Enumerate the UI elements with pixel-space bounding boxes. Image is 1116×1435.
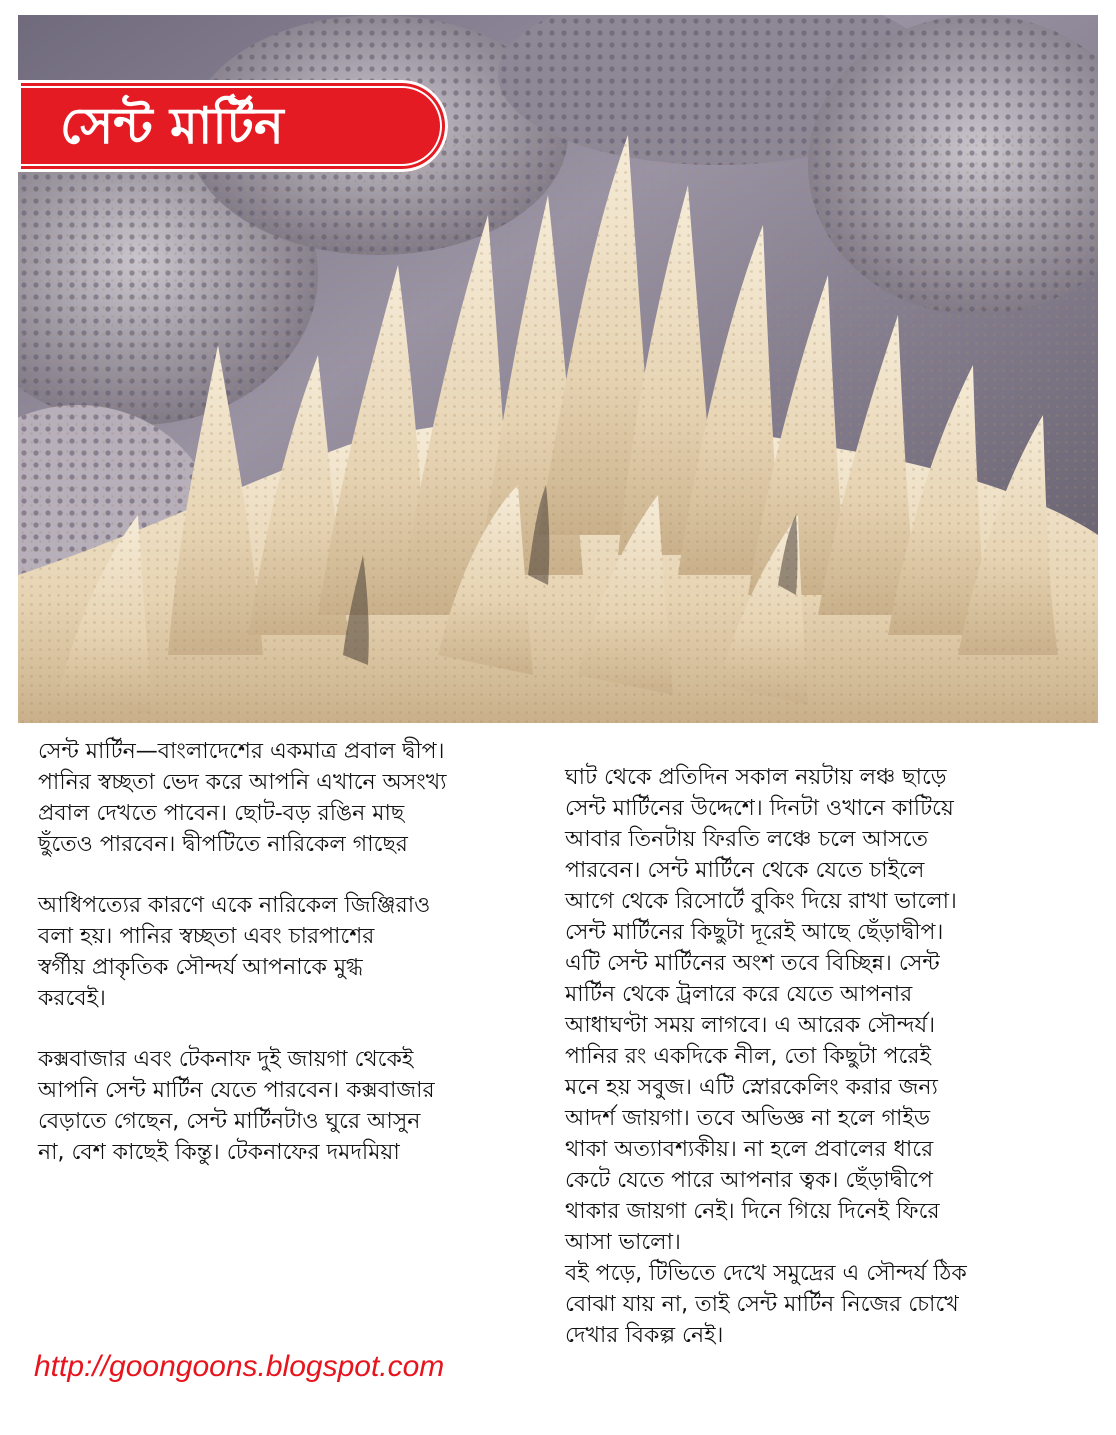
text-line: আগে থেকে রিসোর্টে বুকিং দিয়ে রাখা ভালো। [565, 889, 957, 914]
text-line: সেন্ট মার্টিনের কিছুটা দূরেই আছে ছেঁড়াদ্বীপ। [565, 920, 944, 945]
text-line: ঘাট থেকে প্রতিদিন সকাল নয়টায় লঞ্চ ছাড়ে [565, 765, 947, 790]
text-line: সেন্ট মার্টিনের উদ্দেশে। দিনটা ওখানে কাটিয়ে [565, 796, 954, 821]
text-line: এটি সেন্ট মার্টিনের অংশ তবে বিচ্ছিন্ন। সেন্ট [565, 951, 940, 976]
text-line: আধিপত্যের কারণে একে নারিকেল জিঞ্জিরাও [38, 893, 431, 918]
left-paragraph-3 [38, 1044, 538, 1168]
text-line: করবেই। [38, 986, 106, 1011]
text-line: মার্টিন থেকে ট্রলারে করে যেতে আপনার [565, 982, 913, 1007]
text-line: কেটে যেতে পারে আপনার ত্বক। ছেঁড়াদ্বীপে [565, 1168, 933, 1193]
right-paragraph-1 [565, 762, 1085, 1258]
page-title: সেন্ট মার্টিন [60, 97, 284, 155]
source-url: http://goongoons.blogspot.com [34, 1350, 445, 1383]
text-line: বেড়াতে গেছেন, সেন্ট মার্টিনটাও ঘুরে আসুন [38, 1109, 421, 1134]
text-line: আপনি সেন্ট মার্টিন যেতে পারবেন। কক্সবাজার [38, 1078, 435, 1103]
text-line: প্রবাল দেখতে পাবেন। ছোট-বড় রঙিন মাছ [38, 801, 405, 826]
text-line: কক্সবাজার এবং টেকনাফ দুই জায়গা থেকেই [38, 1047, 414, 1072]
text-line: থাকা অত্যাবশ্যকীয়। না হলে প্রবালের ধারে [565, 1137, 934, 1162]
text-line: বই পড়ে, টিভিতে দেখে সমুদ্রের এ সৌন্দর্য ঠিক [565, 1261, 967, 1286]
text-line: আধাঘণ্টা সময় লাগবে। এ আরেক সৌন্দর্য। [565, 1013, 936, 1038]
right-paragraph-2 [565, 1258, 1085, 1351]
text-line: থাকার জায়গা নেই। দিনে গিয়ে দিনেই ফিরে [565, 1199, 940, 1224]
text-line: সেন্ট মার্টিন—বাংলাদেশের একমাত্র প্রবাল দ্বীপ। [38, 739, 445, 764]
text-line: আবার তিনটায় ফিরতি লঞ্চে চলে আসতে [565, 827, 928, 852]
left-paragraph-2 [38, 890, 538, 1014]
text-line: স্বর্গীয় প্রাকৃতিক সৌন্দর্য আপনাকে মুগ্ধ [38, 955, 363, 980]
text-line: পারবেন। সেন্ট মার্টিনে থেকে যেতে চাইলে [565, 858, 925, 883]
text-line: আসা ভালো। [565, 1230, 681, 1255]
text-line: না, বেশ কাছেই কিন্তু। টেকনাফের দমদমিয়া [38, 1140, 400, 1165]
text-line: দেখার বিকল্প নেই। [565, 1323, 724, 1348]
left-column [38, 736, 538, 1168]
text-line: পানির স্বচ্ছতা ভেদ করে আপনি এখানে অসংখ্য [38, 770, 447, 795]
text-line: পানির রং একদিকে নীল, তো কিছুটা পরেই [565, 1044, 931, 1069]
text-line: বোঝা যায় না, তাই সেন্ট মার্টিন নিজের চোখে [565, 1292, 959, 1317]
title-banner [18, 80, 448, 172]
text-line: মনে হয় সবুজ। এটি স্নোরকেলিং করার জন্য [565, 1075, 938, 1100]
text-line: বলা হয়। পানির স্বচ্ছতা এবং চারপাশের [38, 924, 375, 949]
text-line: আদর্শ জায়গা। তবে অভিজ্ঞ না হলে গাইড [565, 1106, 931, 1131]
right-column [565, 762, 1085, 1351]
text-line: ছুঁতেও পারবেন। দ্বীপটিতে নারিকেল গাছের [38, 832, 408, 857]
left-paragraph-1 [38, 736, 538, 860]
